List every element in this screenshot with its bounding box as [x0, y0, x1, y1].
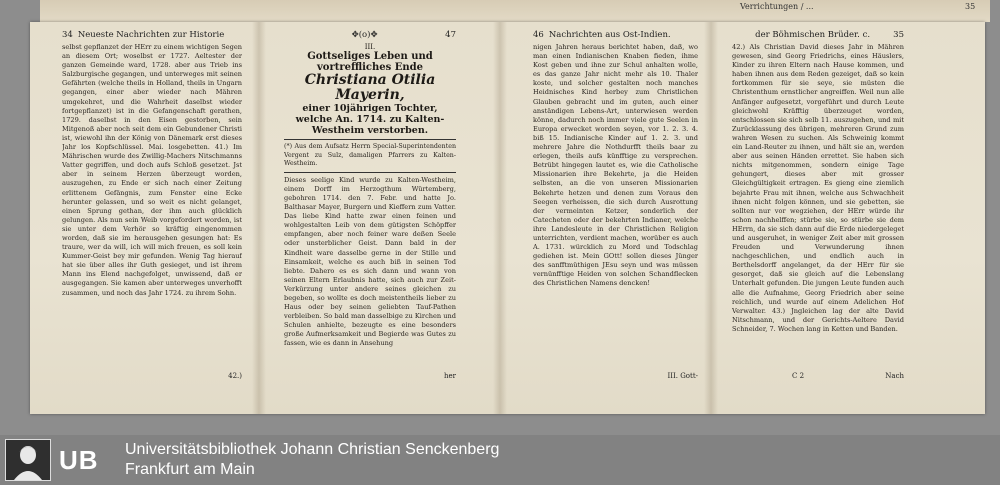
page-number: 35 — [893, 30, 904, 40]
library-logo — [5, 440, 117, 480]
catchword: her — [444, 372, 456, 380]
library-name: Universitätsbibliothek Johann Christian Senckenberg — [125, 441, 500, 458]
page-header — [732, 30, 904, 40]
title-block — [284, 43, 456, 136]
fold-line — [704, 22, 718, 414]
divider — [284, 172, 456, 173]
top-strip-text: Verrichtungen / ... — [740, 2, 814, 11]
page-number: 46 — [533, 30, 544, 40]
catchword: III. Gott- — [667, 372, 698, 380]
catchword: Nach — [885, 372, 904, 380]
divider — [284, 139, 456, 140]
running-title: der Böhmischen Brüder. c. — [755, 30, 871, 40]
page-47 — [284, 30, 456, 380]
signature-mark: C 2 — [792, 372, 805, 380]
page-text: Dieses seelige Kind wurde zu Kalten-Westheim, einem Dorff im Herzogthum Würtemberg, gebohren 1714. den 7. Febr. und hatte Jo. Balthasar Mayer, Burgern und Kieffern zum Vatter. Das liebe Kind hatte zwar einen feinen und wohlgestalten Leib von dem gütigsten Schöpffer empfangen, aber noch feiner ware deßen Seele oder unsterblicher Geist. Dann bald in der Kindheit ware dasselbe gerne in der Stille und Einsamkeit, welche es auch biß in seinen Tod liebte. Dahero es es sich dann und wann von seinen Eltern Erlaubnis hatte, sich auch zur Zeit-Verkürzung unter andere seines gleichen zu begeben, so wollte es doch meistentheils lieber zu Haus oder bey seinen geliebten Tauf-Pathen verbleiben. So bald man dasselbige zu Kirchen und Schulen anhielte, bezeugte es eine besonders große Aufmerksamkeit und Begierde was Gutes zu fassen, wie es dann in Ansehung — [284, 175, 456, 348]
ornament: ✥(o)✥ — [351, 30, 378, 40]
portrait-icon — [5, 439, 51, 481]
ub-logo-text: UB — [59, 444, 99, 475]
running-title: Neueste Nachrichten zur Historie — [77, 30, 225, 40]
fold-line — [493, 22, 507, 414]
library-city: Frankfurt am Main — [125, 461, 255, 478]
page-header — [284, 30, 456, 40]
section-number: III. — [364, 43, 376, 51]
running-title: Nachrichten aus Ost-Indien. — [548, 30, 671, 40]
library-footer — [0, 435, 1000, 485]
title-name: Christiana Otilia Mayerin, — [304, 72, 436, 103]
catchword: 42.) — [228, 372, 242, 380]
title-line: einer 10jährigen Tochter, welche An. 1714. zu Kalten-Westheim verstorben. — [295, 103, 445, 136]
page-text: 42.) Als Christian David dieses Jahr in Mähren gewesen, sind Georg Friedrichs, eines Häuslers, Kinder zu ihren Eltern nach Hause kommen, und haben ihnen aus dem Reden gezeiget, daß so kein fortkommen für sie seye, sie müsten die Christenthum ernstlicher angreiffen. Weil nun alle Anfänger aufgesetzt, vorgeführt und durch Leute gleichwohl Kräfftig überzeuget worden, entschlossen sie sich selb 11. auszugehen, und mit Zurücklassung des übrigen, mehreren Grund zum wahren Wesen zu suchen. Als Schweinig kommt ein Land-Reuter zu ihnen, und hält sie an, werden aber aus seinen Händen errettet. Sie haben sich nichts mitgenommen, sondern einige Tage gehungert, dieses aber mit grosser Gleichgültigkeit ertragen. Es gieng eine ziemlich bejahrte Frau mit ihnen, welche aus Schwachheit ihnen nicht folgen können, und sie gebetten, sie sollten nur vor wegziehen, der HErr würde ihr schon nachhelffen; stürbe sie, so stürbe sie dem HErrn, da sie sich dann auf die Erde niedergeleget und ausgeruhet, in weniger Zeit aber mit grossen Freuden und Verwunderung ihnen nachgeschlichen, und endlich auch in Berthelsdorff angelanget, da der HErr für sie gesorget, daß sie gleich auf die Lebenslang Unterhalt gefunden. Die jungen Leute funden auch alle die Aufnahme, Georg Friedrich aber seine reichlich, und wurde auf einem Adelichen Hof Verwalter. 43.) Jngleichen lag der alte David Nitschmann, und der Gerichts-Aeltere David Schneider, 7. Wochen lang in Ketten und Banden. — [732, 43, 904, 333]
page-text: nigen Jahren heraus berichtet haben, daß, wo man einen Indianischen Knaben fieden, ihme Kost geben und ihne zur Schul anhalten wolle, es das ganze Jahr nicht mehr als 10. Thaler koste, und solcher gestalten noch manches Heidnisches Kind herbey zum Christlichen Glauben gebracht und im guten, auch einer anständigen Lebens-Art, unterwiesen werden könne, dadurch noch immer viele gute Seelen in Europa erwecket worden seyen, vor 1. 2. 3. 4. biß 15. Indianische Kinder auf 1. 2. 3. und mehrere Jahre die Nothdurfft theils baar zu erlegen, theils aufs künfftige zu versprechen. Betrübt hingegen lautet es, wie die Catholische Missionarien ihre Bekehrte, ja die Heiden selbsten, an die von unseren Missionarien Bekehrte hetzen und denen zum Voraus den Seegen verheissen, die sich durch Ausrottung der vermeinten Ketzer, sonderlich der Catecheten oder der bekehrten Indianer, welche ihre Landesleute in der Christlichen Religion unterrichten, verdient machen, worüber es auch A. 1731. würcklich zu Mord und Todschlag gediehen ist. Mein GOtt! sollen dieses Jünger des sanfftmüthigen JEsu seyn und was müssen vernünfftige Heiden von solchen Schandflecken des Christlichen Namens dencken! — [533, 43, 698, 288]
top-strip-number: 35 — [965, 2, 976, 11]
page-46 — [533, 30, 698, 380]
footnote: (*) Aus dem Aufsatz Herrn Special-Superintendenten Vergent zu Sulz, damaligen Pfarrers zu Kalten-Westheim. — [284, 143, 456, 168]
title-line: Gottseliges Leben und vortreffliches Ende — [307, 51, 433, 73]
page-header — [533, 30, 698, 40]
page-number: 47 — [445, 30, 456, 40]
page-text: selbst gepflanzet der HErr zu einem wichtigen Segen an diesem Ort; woselbst er 1727. Aeltester der ganzen Gemeinde ward, 1728. aber aus Trieb ins Salzburgische gegangen, und unterweges mit seinen Gefährten (welche theils in Holland, theils in Ungarn gegangen, einer aber wieder nach Mähren umgekehret, und die Wahrheit daselbst wieder fortgepflanzet) ist in die Gefangenschaft gerathen, 1729. daselbst in den Eisen gestorben, sein Mitgenoß aber noch seit dem ein Gebundener Christi ist, wiewohl ihn der König von Dänemark erst dieses Jahr los Kopfschlüssel. Mai. losgebetten. 41.) Im Mährischen wurde des Zwillig-Machers Nitschmanns Vatter gegriffen, und doch aufs Schloß gesetzet. Jst aber in seinem Herzen überzeugt worden, auszugehen, zu Ende er sich nach einer Zeitung erlittenem Gefängnis, zum Fenster eine Ecke herunter gelassen, und so weit es nicht gelanget, einen Sprung gethan, der ihm auch glücklich gelungen. Als nun sein Weib vorgefordert worden, ist sie unter dem Verhör so kräftig eingenommen worden, daß sie im herausgehen gesungen hat: Es traure, wer da will, ich will mich freuen, es soll kein Kummer-Geist bey mir gefunden. Wenig Tag hierauf hat sie über alles ihr Guth gesieget, und ist ihrem Mann ins Elend nachgefolget, unwissend, daß er ausgegangen. Sie kamen aber unterweges unverhofft zusammen, und noch das Jahr 1724. zu ihrem Sohn. — [62, 43, 242, 297]
page-header — [62, 30, 242, 40]
torn-top-strip — [40, 0, 990, 22]
page-35 — [732, 30, 904, 380]
page-number: 34 — [62, 30, 73, 40]
page-34 — [62, 30, 242, 380]
fold-line — [252, 22, 266, 414]
